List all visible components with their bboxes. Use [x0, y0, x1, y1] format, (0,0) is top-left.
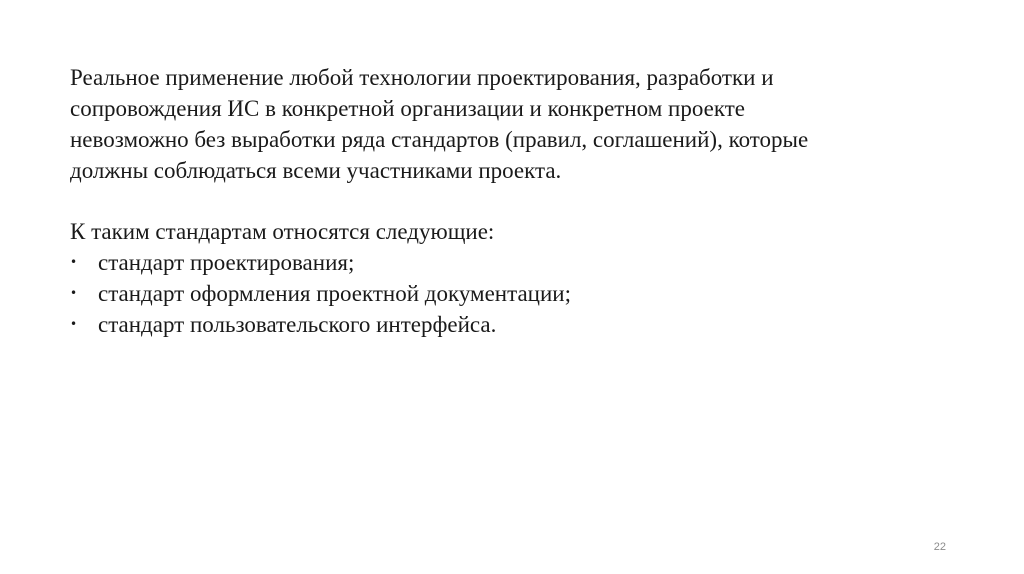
paragraph-line: Реальное применение любой технологии проектирования, разработки и: [70, 65, 774, 90]
paragraph-line: сопровождения ИС в конкретной организации и конкретном проекте: [70, 96, 745, 121]
bullet-icon: •: [70, 317, 78, 331]
slide-content: [70, 62, 950, 340]
list-item: [70, 278, 950, 309]
standards-intro: К таким стандартам относятся следующие:: [70, 219, 495, 244]
main-paragraph: [70, 62, 950, 186]
list-item-text: стандарт проектирования;: [98, 250, 355, 275]
paragraph-line: должны соблюдаться всеми участниками проекта.: [70, 158, 562, 183]
list-item-text: стандарт оформления проектной документации;: [98, 281, 571, 306]
list-item: [70, 247, 950, 278]
paragraph-line: невозможно без выработки ряда стандартов (правил, соглашений), которые: [70, 127, 809, 152]
bullet-icon: •: [70, 255, 78, 269]
bullet-icon: •: [70, 286, 78, 300]
list-item: [70, 309, 950, 340]
page-number: 22: [933, 541, 946, 553]
list-item-text: стандарт пользовательского интерфейса.: [98, 312, 497, 337]
standards-list: [70, 247, 950, 340]
